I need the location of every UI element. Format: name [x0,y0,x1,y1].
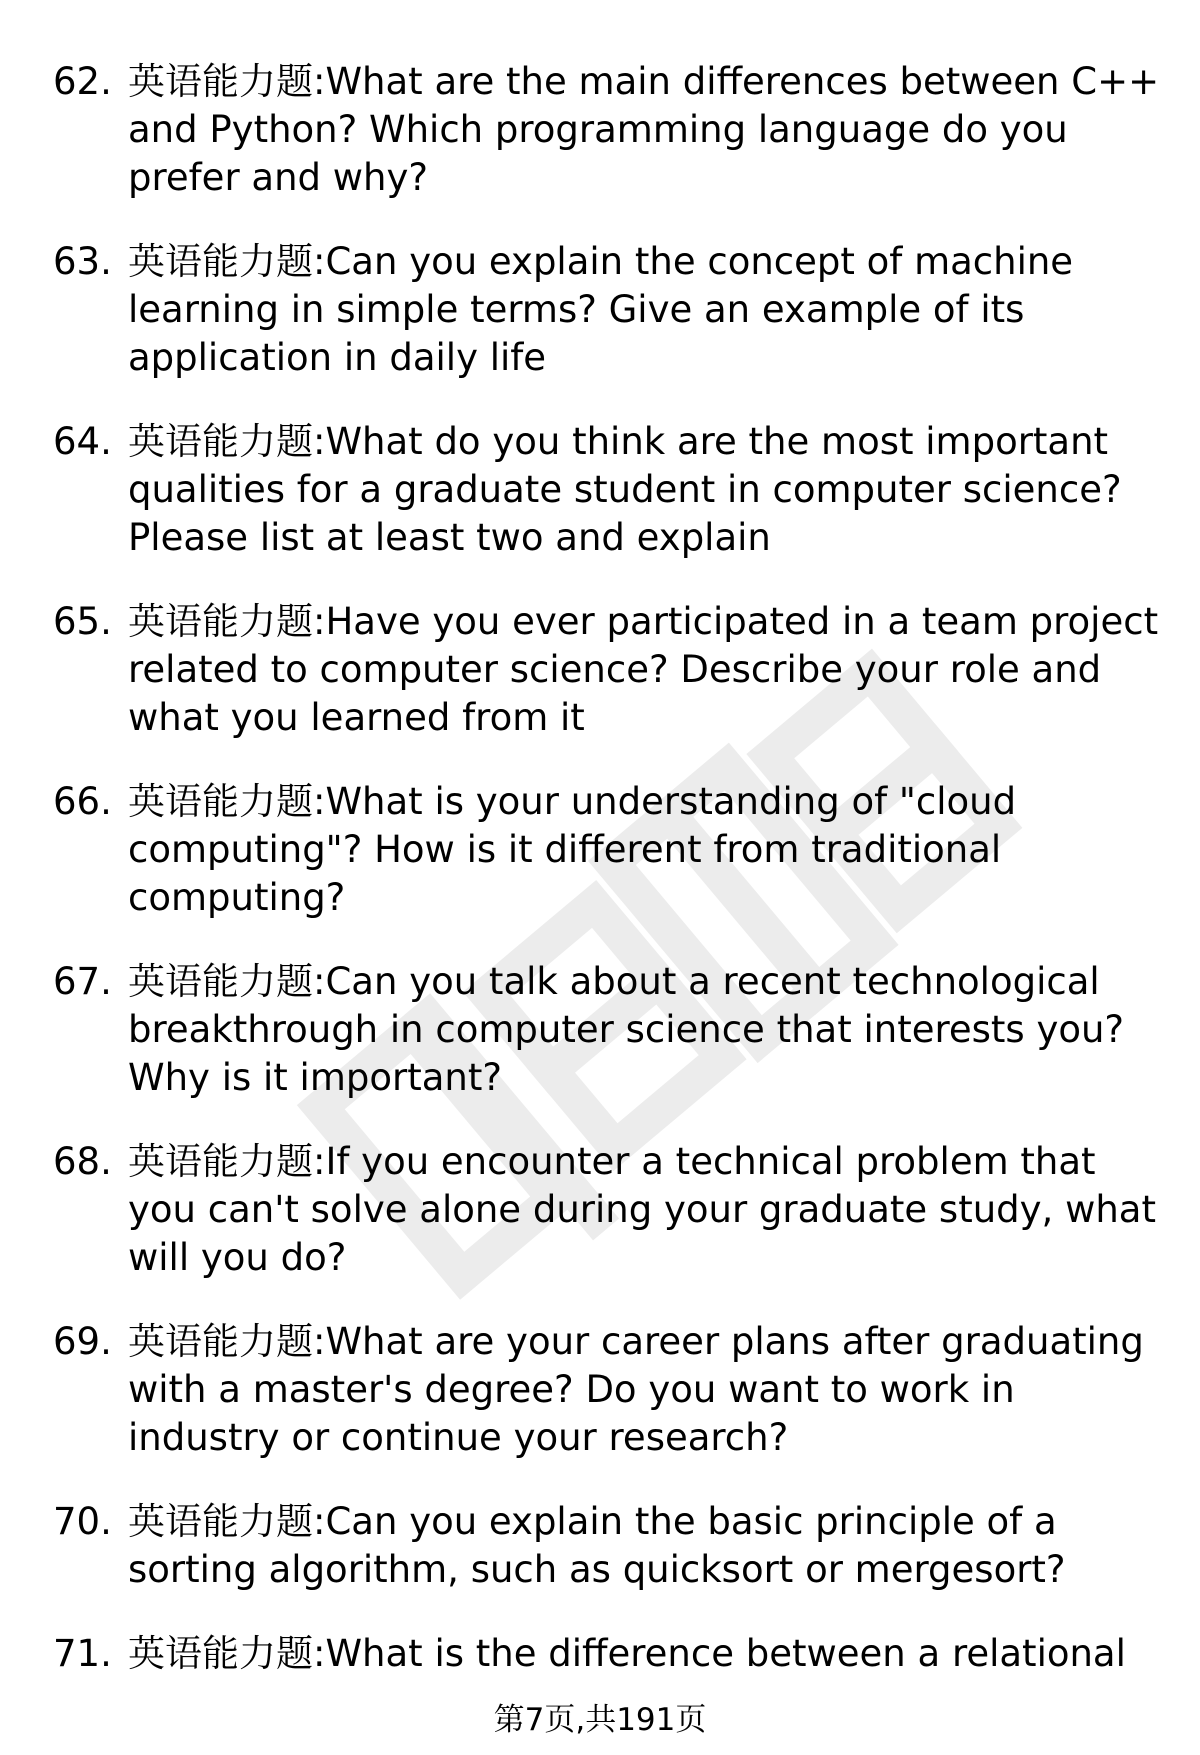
question-number: 65. [53,600,112,643]
question-number: 64. [53,420,112,463]
question-number: 62. [53,60,112,103]
question-separator: : [313,1320,326,1363]
question-text: What are the main differences between C++ and Python? Which programming language do you prefer and why? [128,60,1160,199]
question-item [0,1318,1200,1462]
question-category: 英语能力题 [128,60,313,103]
question-item [0,1498,1200,1594]
question-number: 69. [53,1320,112,1363]
question-separator: : [313,1500,326,1543]
question-item [0,598,1200,742]
question-separator: : [313,780,326,823]
question-text: What do you think are the most important qualities for a graduate student in computer science? Please list at least two and explain [128,420,1122,559]
question-list [0,58,1200,1714]
question-separator: : [313,60,326,103]
question-separator: : [313,1632,326,1675]
question-item [0,1630,1200,1678]
question-text: What is your understanding of "cloud computing"? How is it different from traditional computing? [128,780,1017,919]
question-number: 67. [53,960,112,1003]
page-footer [0,1700,1200,1740]
question-category: 英语能力题 [128,1320,313,1363]
question-category: 英语能力题 [128,420,313,463]
question-item [0,238,1200,382]
question-text: What are your career plans after graduating with a master's degree? Do you want to work in industry or continue your research? [128,1320,1144,1459]
question-text: What is the difference between a relational [325,1632,1126,1675]
question-separator: : [313,420,326,463]
page-number-label: 第7页,共191页 [493,1702,707,1738]
question-category: 英语能力题 [128,1140,313,1183]
question-text: Can you explain the basic principle of a sorting algorithm, such as quicksort or mergesort? [128,1500,1066,1591]
question-separator: : [313,600,326,643]
question-item [0,778,1200,922]
question-item [0,958,1200,1102]
question-category: 英语能力题 [128,780,313,823]
question-item [0,418,1200,562]
question-separator: : [313,1140,326,1183]
question-category: 英语能力题 [128,960,313,1003]
question-text: If you encounter a technical problem that you can't solve alone during your graduate study, what will you do? [128,1140,1156,1279]
question-number: 71. [53,1632,112,1675]
question-number: 63. [53,240,112,283]
question-text: Can you explain the concept of machine learning in simple terms? Give an example of its application in daily life [128,240,1074,379]
question-category: 英语能力题 [128,240,313,283]
question-item [0,1138,1200,1282]
question-separator: : [313,240,326,283]
question-category: 英语能力题 [128,600,313,643]
question-number: 70. [53,1500,112,1543]
question-text: Have you ever participated in a team project related to computer science? Describe your role and what you learned from it [128,600,1159,739]
question-number: 66. [53,780,112,823]
question-category: 英语能力题 [128,1500,313,1543]
question-category: 英语能力题 [128,1632,313,1675]
question-item [0,58,1200,202]
question-number: 68. [53,1140,112,1183]
question-text: Can you talk about a recent technological breakthrough in computer science that interests you? Why is it important? [128,960,1125,1099]
question-separator: : [313,960,326,1003]
